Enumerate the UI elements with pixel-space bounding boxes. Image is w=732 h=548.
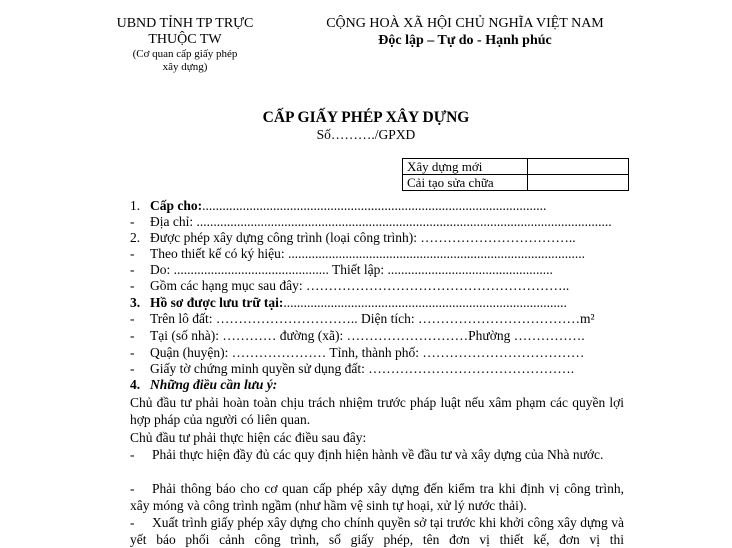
note-paragraph: Chủ đầu tư phải hoàn toàn chịu trách nhiệm trước pháp luật nếu xâm phạm các quyền lợi hợp pháp của người có liên quan. (130, 395, 624, 427)
item-text: Quận (huyện): ………………… Tỉnh, thành phố: ……………………………… (150, 345, 585, 360)
item-marker: - (130, 328, 135, 343)
list-item: Xuất trình giấy phép xây dựng cho chính quyền sở tại trước khi khởi công xây dựng và yết báo phối cảnh công trình, số giấy phép, tên đơn vị thiết kế, đơn vị thi (130, 515, 624, 547)
list-item: Phải thông báo cho cơ quan cấp phép xây dựng đến kiểm tra khi định vị công trình, xây móng và công trình ngầm (như hầm vệ sinh tự hoại, xử lý nước thải). (130, 481, 624, 513)
agency-note-line2: xây dựng) (162, 61, 208, 73)
item-marker: - (130, 311, 135, 326)
agency-name-line2: THUỘC TW (148, 32, 222, 47)
page-title: CẤP GIẤY PHÉP XÂY DỰNG (262, 109, 470, 126)
item-text: Theo thiết kế có ký hiệu: ........................................................................................ (150, 246, 585, 261)
item-bold: Cấp cho: (150, 198, 203, 213)
agency-name-line1: UBND TỈNH TP TRỰC (116, 16, 254, 31)
option-label: Xây dựng mới (403, 159, 528, 175)
note-paragraph: Chủ đầu tư phải thực hiện các điều sau đây: (130, 430, 367, 445)
item-text: .................................................................................... (283, 295, 567, 310)
item-text: Được phép xây dựng công trình (loại công trình): …………………………….. (150, 230, 576, 245)
item-marker: - (130, 278, 135, 293)
item-text: Tại (số nhà): ………… đường (xã): ………………………Phường ……………. (150, 328, 585, 343)
item-bold: Những điều cần lưu ý: (150, 377, 278, 392)
item-marker: 4. (130, 377, 141, 392)
item-marker: - (130, 214, 135, 229)
item-marker: 3. (130, 295, 141, 310)
national-motto: Độc lập – Tự do - Hạnh phúc (378, 33, 552, 48)
agency-note-line1: (Cơ quan cấp giấy phép (132, 48, 238, 60)
item-text: Địa chỉ: ........................................................................................................................... (150, 214, 612, 229)
item-text: Giấy tờ chứng minh quyền sử dụng đất: ………………………………………. (150, 361, 575, 376)
item-marker: 1. (130, 198, 141, 213)
item-marker: - (130, 262, 135, 277)
option-label: Cải tạo sửa chữa (403, 175, 528, 191)
list-item: Phải thực hiện đầy đủ các quy định hiện hành về đầu tư và xây dựng của Nhà nước. (152, 447, 604, 462)
option-check-box[interactable] (528, 159, 629, 175)
item-text: Do: .............................................. Thiết lập: ................................................. (150, 262, 553, 277)
bullet-marker: - (130, 515, 135, 530)
table-row (403, 159, 629, 175)
bullet-marker: - (130, 481, 135, 496)
item-text: Gồm các hạng mục sau đây: ………………………………………………….. (150, 278, 570, 293)
construction-type-table (402, 158, 629, 191)
item-marker: 2. (130, 230, 141, 245)
item-marker: - (130, 361, 135, 376)
item-marker: - (130, 345, 135, 360)
item-marker: - (130, 246, 135, 261)
permit-number: Số………./GPXD (316, 127, 416, 142)
national-title: CỘNG HOÀ XÃ HỘI CHỦ NGHĨA VIỆT NAM (326, 16, 604, 31)
bullet-marker: - (130, 447, 135, 462)
item-bold: Hồ sơ được lưu trữ tại: (150, 295, 284, 310)
table-row (403, 175, 629, 191)
item-text: Trên lô đất: ………………………….. Diện tích: ………………………………m² (150, 311, 595, 326)
item-text: ...................................................................................................... (202, 198, 547, 213)
option-check-box[interactable] (528, 175, 629, 191)
